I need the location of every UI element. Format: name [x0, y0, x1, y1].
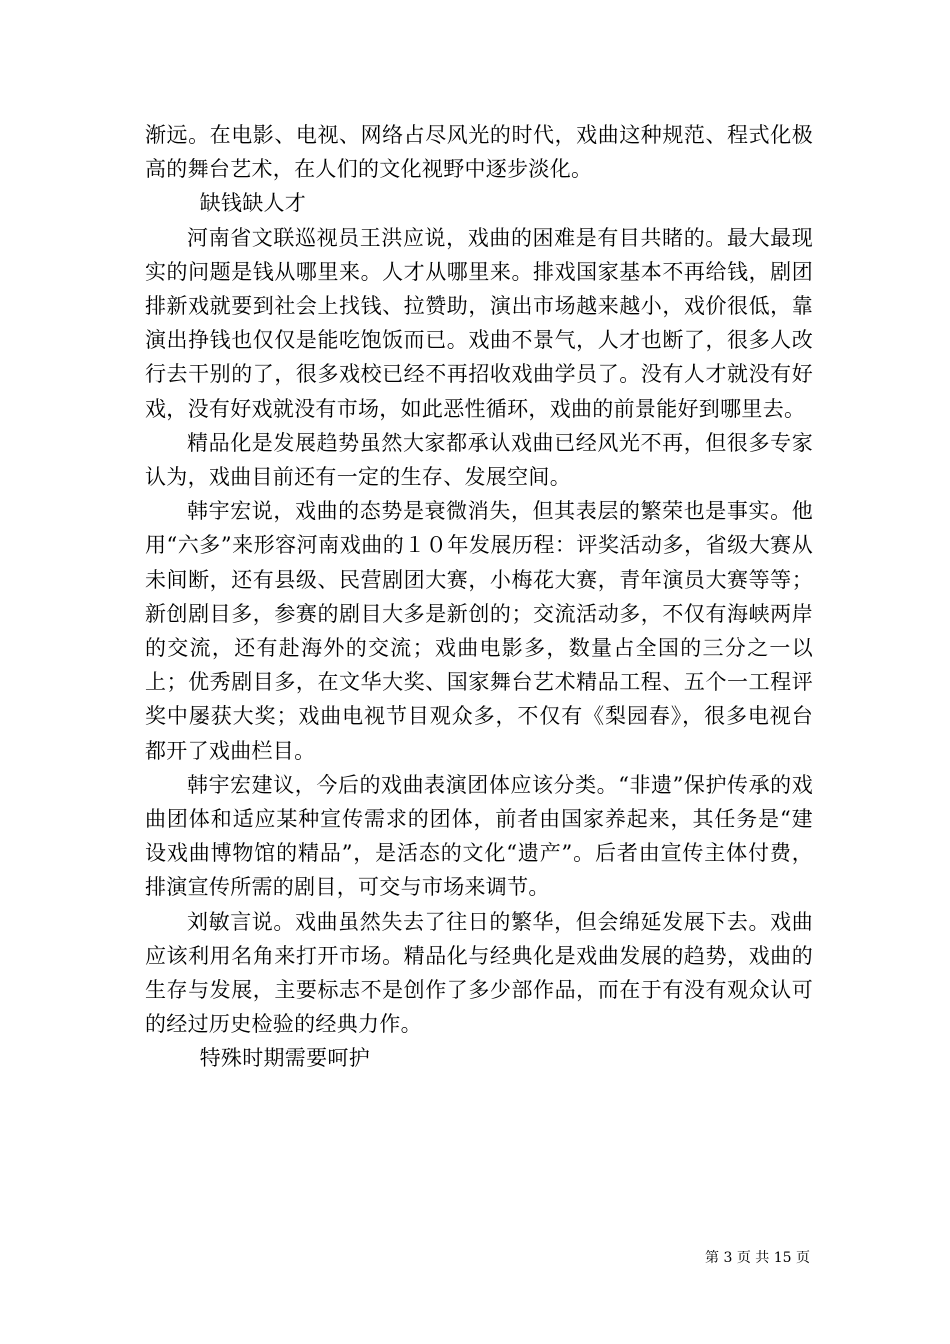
paragraph-wang-hongying: 河南省文联巡视员王洪应说，戏曲的困难是有目共睹的。最大最现实的问题是钱从哪里来。人才从哪里来。排戏国家基本不再给钱，剧团排新戏就要到社会上找钱、拉赞助，演出市场越来越小，戏价很低，靠演出挣钱也仅仅是能吃饱饭而已。戏曲不景气，人才也断了，很多人改行去干别的了，很多戏校已经不再招收戏曲学员了。没有人才就没有好戏，没有好戏就没有市场，如此恶性循环，戏曲的前景能好到哪里去。	[145, 225, 813, 421]
paragraph-liu-minyan: 刘敏言说。戏曲虽然失去了往日的繁华，但会绵延发展下去。戏曲应该利用名角来打开市场。精品化与经典化是戏曲发展的趋势，戏曲的生存与发展，主要标志不是创作了多少部作品，而在于有没有观众认可的经过历史检验的经典力作。	[145, 909, 813, 1037]
page-body	[145, 118, 813, 1076]
paragraph-continuation: 渐远。在电影、电视、网络占尽风光的时代，戏曲这种规范、程式化极高的舞台艺术，在人们的文化视野中逐步淡化。	[145, 123, 813, 182]
paragraph-refinement-trend: 精品化是发展趋势虽然大家都承认戏曲已经风光不再，但很多专家认为，戏曲目前还有一定的生存、发展空间。	[145, 430, 813, 490]
page-number: 第 3 页 共 15 页	[705, 1250, 810, 1266]
paragraph-han-yuhong-six: 韩宇宏说，戏曲的态势是衰微消失，但其表层的繁荣也是事实。他用“六多”来形容河南戏曲的１０年发展历程：评奖活动多，省级大赛从未间断，还有县级、民营剧团大赛，小梅花大赛，青年演员大赛等等；新创剧目多，参赛的剧目大多是新创的；交流活动多，不仅有海峡两岸的交流，还有赴海外的交流；戏曲电影多，数量占全国的三分之一以上；优秀剧目多，在文华大奖、国家舞台艺术精品工程、五个一工程评奖中屡获大奖；戏曲电视节目观众多，不仅有《梨园春》，很多电视台都开了戏曲栏目。	[145, 499, 813, 763]
section-heading-special-period: 特殊时期需要呵护	[199, 1046, 370, 1071]
paragraph-han-yuhong-proposal: 韩宇宏建议，今后的戏曲表演团体应该分类。“非遗”保护传承的戏曲团体和适应某种宣传需求的团体，前者由国家养起来，其任务是“建设戏曲博物馆的精品”，是活态的文化“遗产”。后者由宣传主体付费，排演宣传所需的剧目，可交与市场来调节。	[145, 772, 813, 900]
section-heading-funding-talent: 缺钱缺人才	[199, 191, 307, 216]
